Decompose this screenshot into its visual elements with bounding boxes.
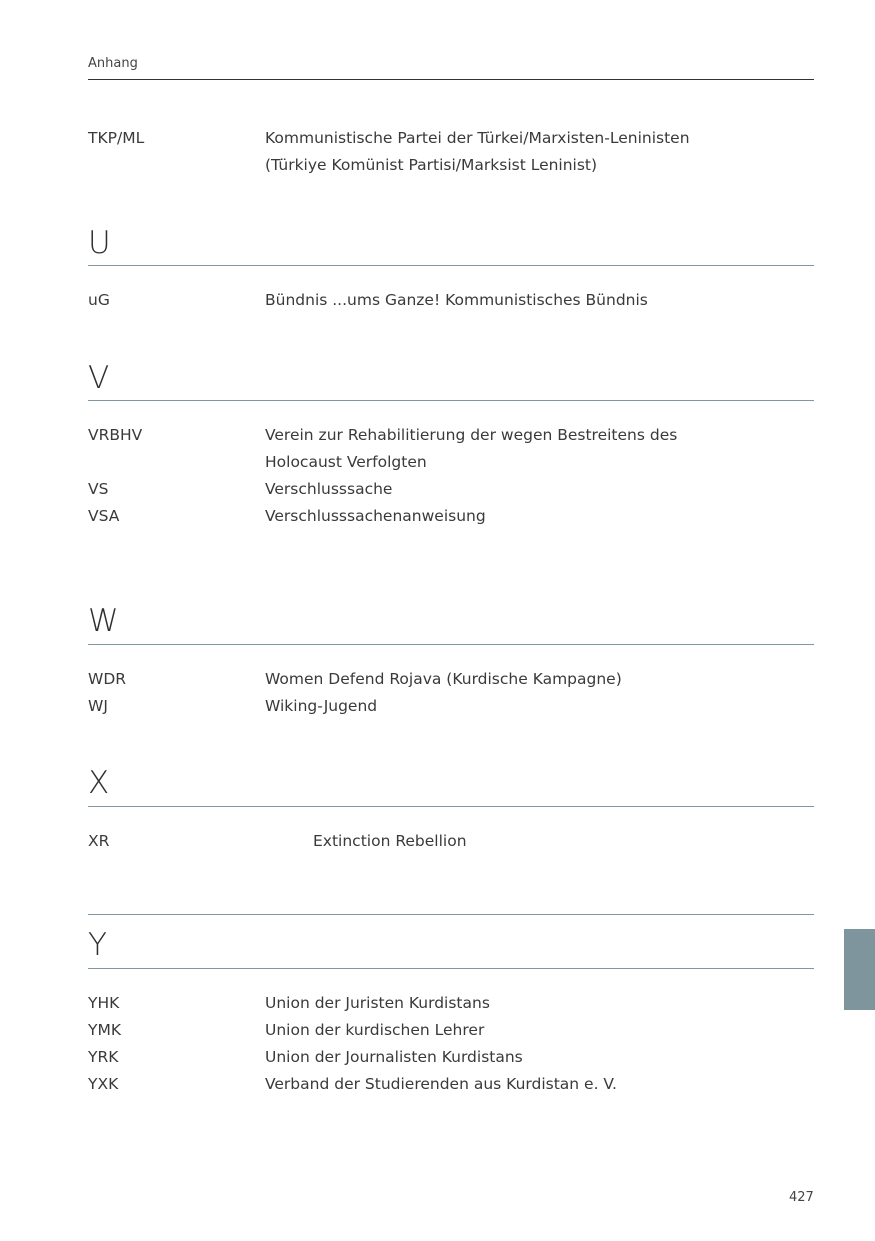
section-rule-x xyxy=(88,806,814,807)
def-yrk: Union der Journalisten Kurdistans xyxy=(265,1048,523,1066)
def-tkp-ml-line2: (Türkiye Komünist Partisi/Marksist Leninist) xyxy=(265,156,598,174)
def-yxk: Verband der Studierenden aus Kurdistan e. V. xyxy=(265,1075,617,1093)
def-ug: Bündnis ...ums Ganze! Kommunistisches Bündnis xyxy=(265,291,648,309)
page-number: 427 xyxy=(789,1190,814,1205)
section-rule-y xyxy=(88,968,814,969)
section-letter-u: U xyxy=(88,225,111,261)
running-header: Anhang xyxy=(88,56,138,71)
abbr-wdr: WDR xyxy=(88,670,127,688)
def-tkp-ml-line1: Kommunistische Partei der Türkei/Marxisten-Leninisten xyxy=(265,129,690,147)
def-vrbhv-line2: Holocaust Verfolgten xyxy=(265,453,427,471)
def-yhk: Union der Juristen Kurdistans xyxy=(265,994,490,1012)
abbr-yrk: YRK xyxy=(88,1048,119,1066)
abbr-yxk: YXK xyxy=(88,1075,119,1093)
def-ymk: Union der kurdischen Lehrer xyxy=(265,1021,485,1039)
abbr-vrbhv: VRBHV xyxy=(88,426,143,444)
def-wj: Wiking-Jugend xyxy=(265,697,378,715)
section-letter-v: V xyxy=(88,360,110,396)
section-rule-y-top xyxy=(88,914,814,915)
abbr-ymk: YMK xyxy=(88,1021,122,1039)
abbr-yhk: YHK xyxy=(88,994,120,1012)
abbr-vs: VS xyxy=(88,480,109,498)
section-letter-y: Y xyxy=(88,927,107,963)
def-wdr: Women Defend Rojava (Kurdische Kampagne) xyxy=(265,670,622,688)
section-letter-x: X xyxy=(88,765,110,801)
def-xr: Extinction Rebellion xyxy=(313,832,467,850)
abbr-ug: uG xyxy=(88,291,110,309)
section-rule-v xyxy=(88,400,814,401)
section-rule-u xyxy=(88,265,814,266)
abbr-vsa: VSA xyxy=(88,507,120,525)
abbr-xr: XR xyxy=(88,832,110,850)
def-vs: Verschlusssache xyxy=(265,480,393,498)
section-letter-w: W xyxy=(88,603,119,639)
abbr-tkp-ml: TKP/ML xyxy=(88,129,145,147)
abbr-wj: WJ xyxy=(88,697,108,715)
def-vrbhv-line1: Verein zur Rehabilitierung der wegen Bestreitens des xyxy=(265,426,678,444)
def-vsa: Verschlusssachenanweisung xyxy=(265,507,486,525)
thumb-index-tab xyxy=(844,929,875,1010)
section-rule-w xyxy=(88,644,814,645)
header-rule xyxy=(88,79,814,80)
